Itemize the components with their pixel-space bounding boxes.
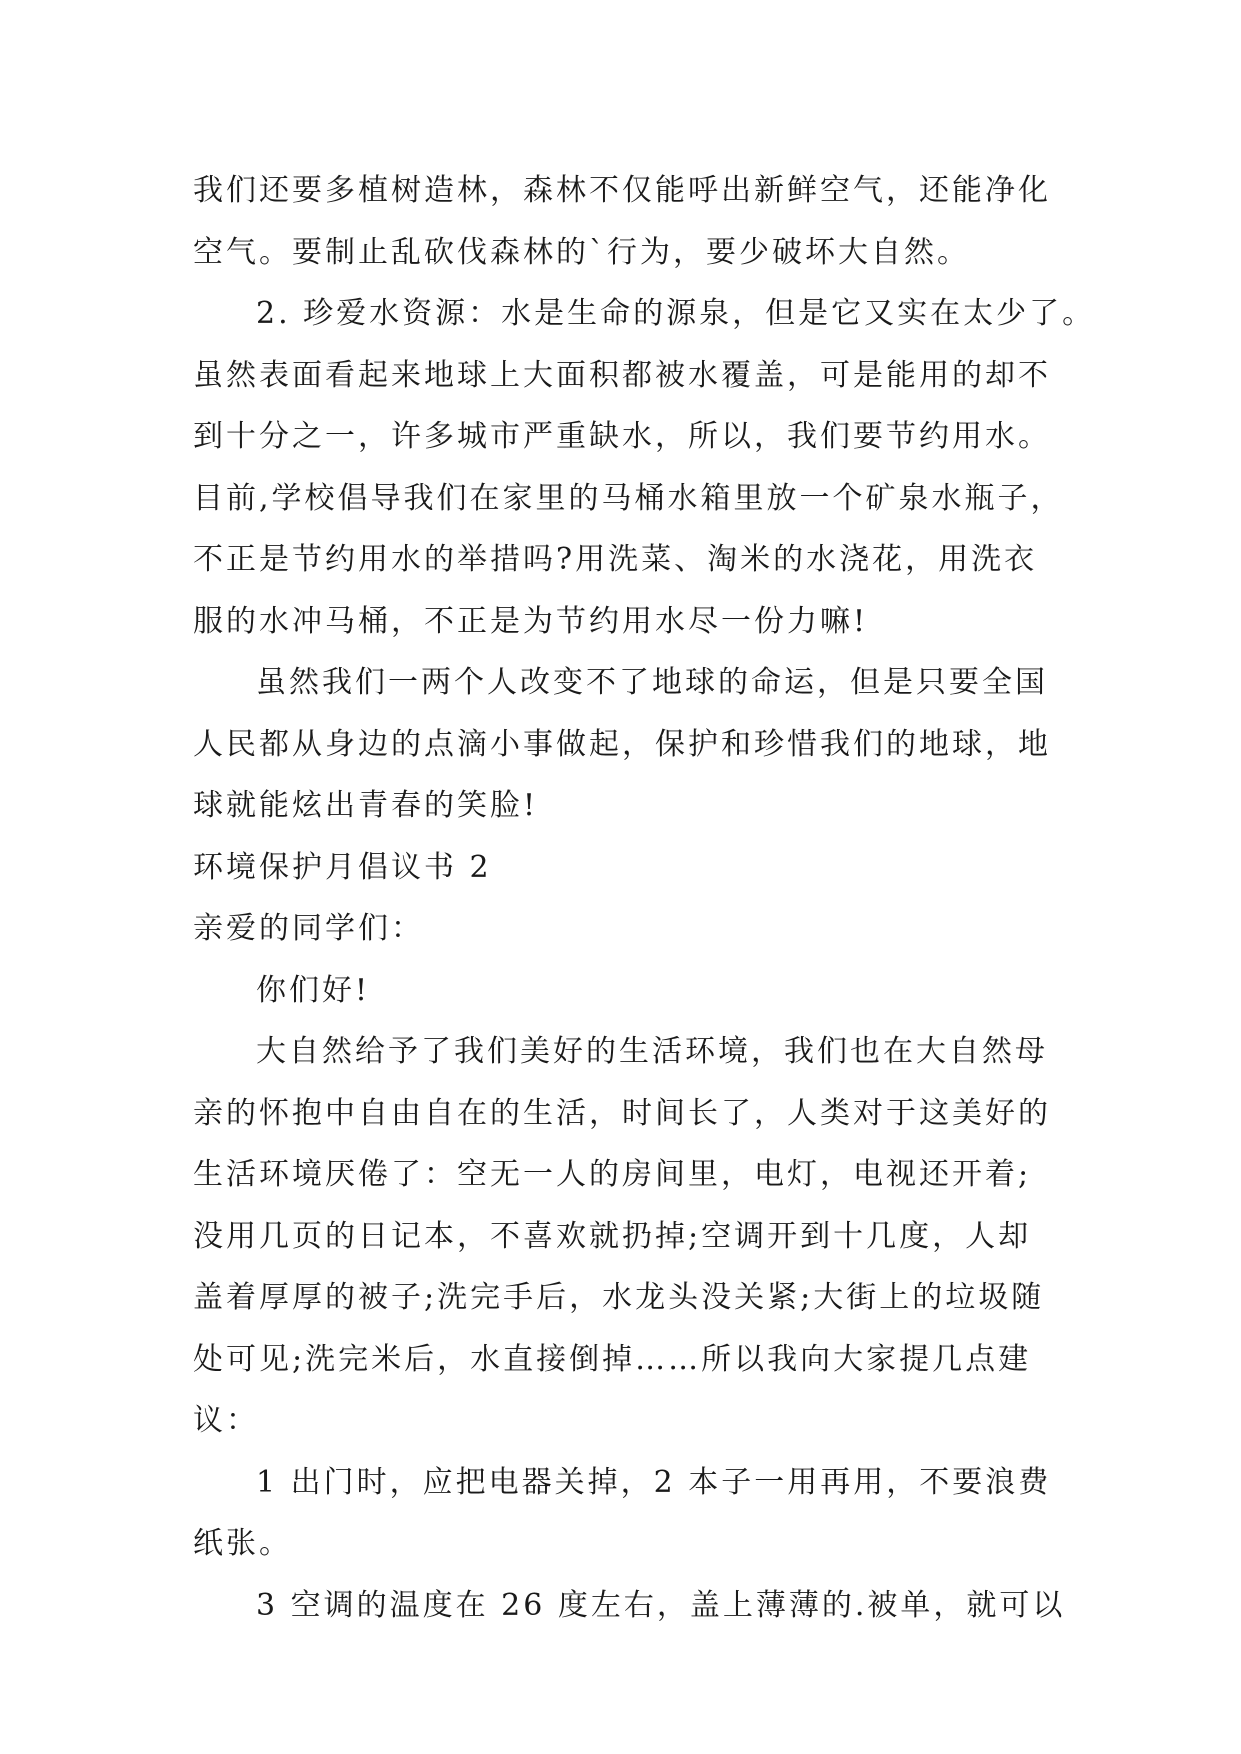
text-line: 服的水冲马桶，不正是为节约用水尽一份力嘛! <box>193 603 869 639</box>
salutation: 亲爱的同学们： <box>193 911 424 946</box>
text-line: 生活环境厌倦了：空无一人的房间里，电灯，电视还开着; <box>193 1157 1032 1192</box>
text-line: 到十分之一，许多城市严重缺水，所以，我们要节约用水。 <box>193 419 1051 454</box>
greeting: 你们好! <box>256 972 371 1008</box>
text-line: 我们还要多植树造林，森林不仅能呼出新鲜空气，还能净化 <box>193 173 1051 208</box>
text-line: 处可见;洗完米后，水直接倒掉……所以我向大家提几点建 <box>193 1341 1032 1377</box>
text-line: 虽然表面看起来地球上大面积都被水覆盖，可是能用的却不 <box>193 357 1051 393</box>
text-line: 3 空调的温度在 26 度左右，盖上薄薄的.被单，就可以 <box>256 1587 1066 1623</box>
text-line: 1 出门时，应把电器关掉，2 本子一用再用，不要浪费 <box>256 1464 1052 1500</box>
text-line: 目前,学校倡导我们在家里的马桶水箱里放一个矿泉水瓶子， <box>193 480 1064 516</box>
text-line: 大自然给予了我们美好的生活环境，我们也在大自然母 <box>256 1034 1048 1069</box>
text-line: 议： <box>193 1403 259 1438</box>
text-line: 盖着厚厚的被子;洗完手后，水龙头没关紧;大街上的垃圾随 <box>193 1280 1045 1315</box>
text-line: 人民都从身边的点滴小事做起，保护和珍惜我们的地球，地 <box>193 726 1051 762</box>
text-line: 没用几页的日记本，不喜欢就扔掉;空调开到十几度，人却 <box>193 1218 1032 1254</box>
text-line: 球就能炫出青春的笑脸! <box>193 788 539 823</box>
text-line: 虽然我们一两个人改变不了地球的命运，但是只要全国 <box>256 665 1048 700</box>
text-line: 纸张。 <box>193 1526 292 1561</box>
text-line: 亲的怀抱中自由自在的生活，时间长了，人类对于这美好的 <box>193 1095 1051 1131</box>
text-line: 不正是节约用水的举措吗?用洗菜、淘米的水浇花，用洗衣 <box>193 542 1038 577</box>
section-title: 环境保护月倡议书 2 <box>193 849 492 885</box>
text-line: 空气。要制止乱砍伐森林的`行为，要少破坏大自然。 <box>193 234 970 270</box>
text-line: 2. 珍爱水资源：水是生命的源泉，但是它又实在太少了。 <box>256 296 1096 331</box>
document-body <box>193 160 1096 1636</box>
